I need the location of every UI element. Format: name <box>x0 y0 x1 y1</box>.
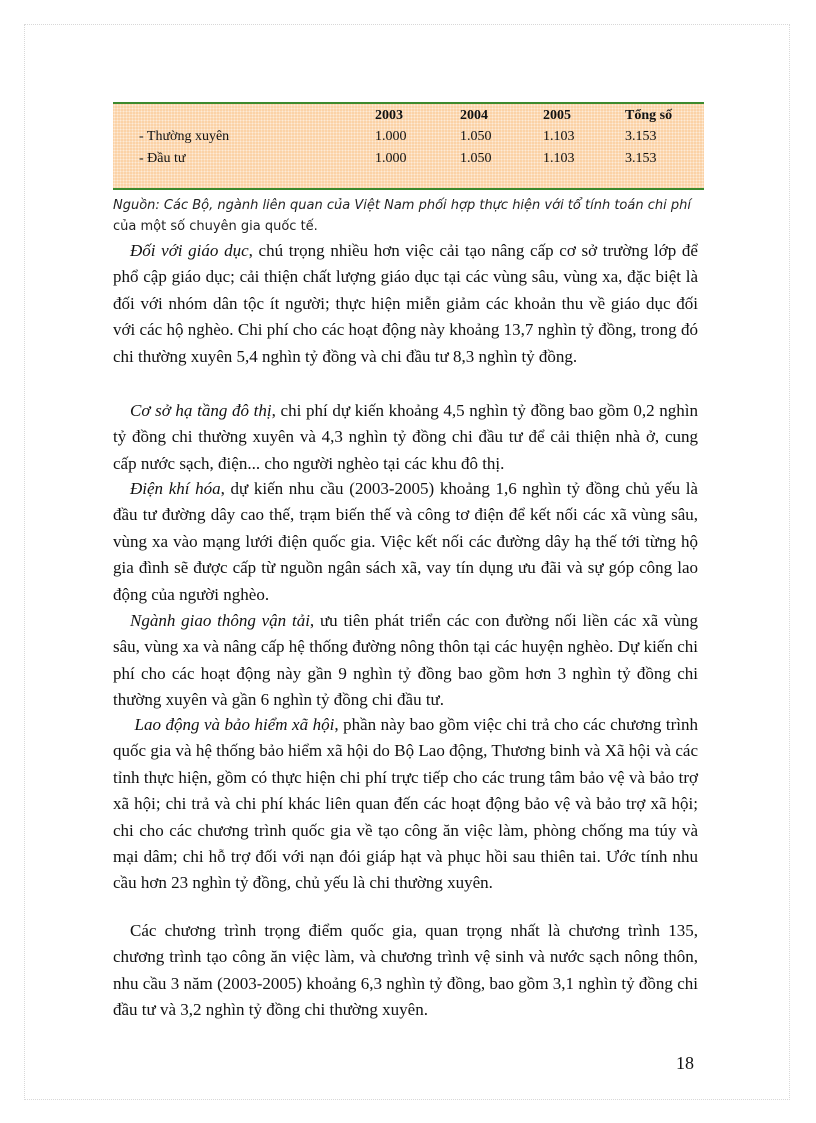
table-source-note <box>113 195 708 237</box>
row-value-2004: 1.050 <box>460 129 492 144</box>
paragraph-urban-infrastructure <box>113 398 698 477</box>
row-value-total: 3.153 <box>625 151 657 166</box>
paragraph-lead: Lao động và bảo hiểm xã hội <box>134 715 335 734</box>
paragraph-education <box>113 238 698 370</box>
paragraph-transport <box>113 608 698 714</box>
row-value-total: 3.153 <box>625 129 657 144</box>
paragraph-labour-social-insurance <box>113 712 698 897</box>
header-cell-2004: 2004 <box>460 108 488 123</box>
table-header-row <box>113 108 704 128</box>
paragraph-body: , phần này bao gồm việc chi trả cho các chương trình quốc gia và hệ thống bảo hiểm xã hội do Bộ Lao động, Thương binh và Xã hội và các tỉnh thực hiện, gồm có thực hiện chi phí trực tiếp cho các trung tâm bảo vệ và bảo trợ xã hội; chi trả và chi phí khác liên quan đến các hoạt động bảo vệ và bảo trợ xã hội; chi cho các chương trình quốc gia về tạo công ăn việc làm, phòng chống ma túy và mại dâm; chi hỗ trợ đối với nạn đói giáp hạt và phục hồi sau thiên tai. Ước tính nhu cầu hơn 23 nghìn tỷ đồng, chủ yếu là chi thường xuyên. <box>113 715 698 893</box>
header-cell-2003: 2003 <box>375 108 403 123</box>
paragraph-body: , chú trọng nhiều hơn việc cải tạo nâng cấp cơ sở trường lớp để phổ cập giáo dục; cải thiện chất lượng giáo dục tại các vùng sâu, vùng xa, đặc biệt là đối với nhóm dân tộc ít người; thực hiện miễn giảm các khoản thu về giáo dục đối với các hộ nghèo. Chi phí cho các hoạt động này khoảng 13,7 nghìn tỷ đồng, trong đó chi thường xuyên 5,4 nghìn tỷ đồng và chi đầu tư 8,3 nghìn tỷ đồng. <box>113 241 698 366</box>
paragraph-national-programs <box>113 918 698 1024</box>
expenditure-table <box>113 102 704 190</box>
header-cell-total: Tổng số <box>625 108 673 123</box>
source-italic-text: Nguồn: Các Bộ, ngành liên quan của Việt Nam phối hợp thực hiện với tổ tính toán chi phí <box>113 198 691 213</box>
row-label: - Thường xuyên <box>139 129 230 144</box>
row-label: - Đầu tư <box>139 151 186 166</box>
paragraph-lead: Cơ sở hạ tầng đô thị <box>130 401 272 420</box>
header-cell-2005: 2005 <box>543 108 571 123</box>
paragraph-body: , chi phí dự kiến khoảng 4,5 nghìn tỷ đồng bao gồm 0,2 nghìn tỷ đồng chi thường xuyên và 4,3 nghìn tỷ đồng chi đầu tư để cải thiện nhà ở, cung cấp nước sạch, điện... cho người nghèo tại các khu đô thị. <box>113 401 698 473</box>
paragraph-electrification <box>113 476 698 608</box>
row-value-2005: 1.103 <box>543 151 575 166</box>
page-number: 18 <box>676 1053 694 1073</box>
paragraph-lead: Điện khí hóa <box>130 479 221 498</box>
row-value-2005: 1.103 <box>543 129 575 144</box>
table-row <box>113 129 704 149</box>
paragraph-lead: Ngành giao thông vận tải <box>130 611 310 630</box>
source-plain-text: của một số chuyên gia quốc tế. <box>113 219 318 234</box>
row-value-2003: 1.000 <box>375 151 407 166</box>
paragraph-body: , ưu tiên phát triển các con đường nối liền các xã vùng sâu, vùng xa và nâng cấp hệ thống đường nông thôn tại các huyện nghèo. Dự kiến chi phí cho các hoạt động này gần 9 nghìn tỷ đồng bao gồm hơn 3 nghìn tỷ đồng chi thường xuyên và gần 6 nghìn tỷ đồng chi đầu tư. <box>113 611 698 710</box>
paragraph-body: , dự kiến nhu cầu (2003-2005) khoảng 1,6 nghìn tỷ đồng chủ yếu là đầu tư đường dây cao thế, trạm biến thế và công tơ điện để kết nối các xã vùng sâu, vùng xa vào mạng lưới điện quốc gia. Việc kết nối các đường dây hạ thế tới từng hộ gia đình sẽ được cấp từ nguồn ngân sách xã, vay tín dụng ưu đãi và sự góp công lao động của người nghèo. <box>113 479 698 604</box>
paragraph-body: Các chương trình trọng điểm quốc gia, quan trọng nhất là chương trình 135, chương trình tạo công ăn việc làm, và chương trình vệ sinh và nước sạch nông thôn, nhu cầu 3 năm (2003-2005) khoảng 6,3 nghìn tỷ đồng, bao gồm 3,1 nghìn tỷ đồng chi đầu tư và 3,2 nghìn tỷ đồng chi thường xuyên. <box>113 921 698 1020</box>
paragraph-lead: Đối với giáo dục <box>130 241 249 260</box>
row-value-2004: 1.050 <box>460 151 492 166</box>
row-value-2003: 1.000 <box>375 129 407 144</box>
table-row <box>113 151 704 171</box>
